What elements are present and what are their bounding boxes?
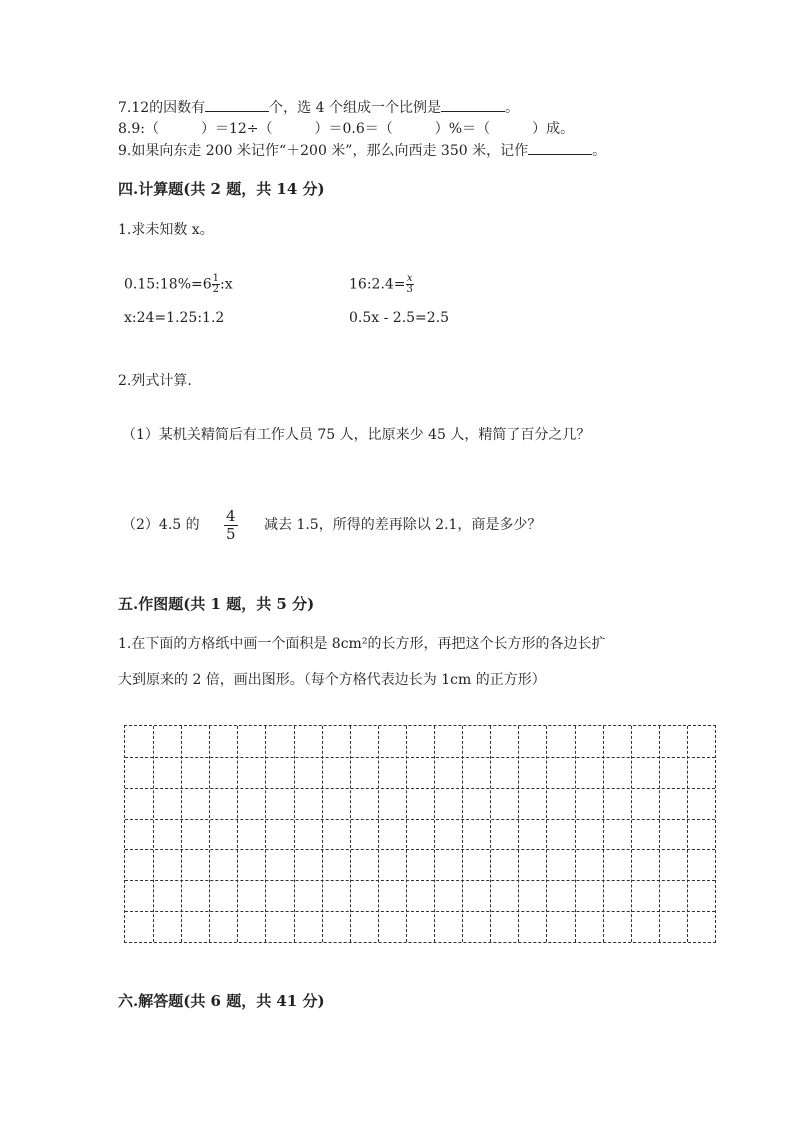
grid-line-vertical — [490, 726, 491, 942]
question-9 — [118, 140, 606, 160]
grid-line-vertical — [237, 726, 238, 942]
fraction-numerator: 1 — [212, 273, 220, 284]
grid-line-vertical — [659, 726, 660, 942]
section-6-title: 六.解答题(共 6 题，共 41 分) — [118, 992, 325, 1010]
grid-line-horizontal — [125, 788, 715, 789]
grid-line-vertical — [265, 726, 266, 942]
question-9-text-a: 9.如果向东走 200 米记作“＋200 米”，那么向西走 350 米，记作 — [118, 143, 529, 159]
grid-line-vertical — [153, 726, 154, 942]
fraction-denominator: 5 — [226, 525, 236, 543]
equation-1 — [124, 274, 233, 295]
grid-line-horizontal — [125, 911, 715, 912]
grid-line-horizontal — [125, 849, 715, 850]
equation-2-left: 16:2.4= — [349, 276, 406, 293]
calc-2-title: 2.列式计算. — [118, 373, 192, 389]
question-7-text-b: 个，选 4 个组成一个比例是 — [269, 100, 441, 116]
fraction — [212, 274, 220, 295]
question-7 — [118, 97, 519, 117]
question-7-text-a: 7.12的因数有 — [118, 100, 206, 116]
drawing-question-line-1: 1.在下面的方格纸中画一个面积是 8cm²的长方形，再把这个长方形的各边长扩 — [118, 636, 606, 652]
question-7-text-c: 。 — [504, 100, 519, 116]
calc-2-problem-1: （1）某机关精简后有工作人员 75 人，比原来少 45 人，精简了百分之几？ — [122, 427, 591, 443]
problem-2-text-b: 减去 1.5，所得的差再除以 2.1，商是多少？ — [264, 517, 542, 533]
grid-line-vertical — [181, 726, 182, 942]
section-4-title: 四.计算题(共 2 题，共 14 分) — [118, 180, 325, 198]
grid-line-vertical — [546, 726, 547, 942]
grid-line-horizontal — [125, 880, 715, 881]
fraction — [224, 508, 238, 543]
section-5-title: 五.作图题(共 1 题，共 5 分) — [118, 595, 315, 613]
question-8 — [118, 118, 574, 138]
grid-line-vertical — [378, 726, 379, 942]
equation-4: 0.5x - 2.5=2.5 — [349, 310, 450, 326]
equation-3: x:24=1.25:1.2 — [124, 310, 225, 326]
grid-line-vertical — [209, 726, 210, 942]
grid-line-vertical — [350, 726, 351, 942]
fraction-numerator: x — [406, 273, 413, 284]
equation-1-right: :x — [220, 276, 233, 293]
grid-line-vertical — [462, 726, 463, 942]
grid-line-vertical — [631, 726, 632, 942]
answer-blank[interactable] — [528, 140, 592, 155]
grid-paper[interactable] — [124, 725, 716, 943]
grid-line-horizontal — [125, 757, 715, 758]
question-8-text: 8.9:（ ）＝12÷（ ）＝0.6＝（ ）%＝（ ）成。 — [118, 121, 575, 137]
drawing-question-line-2: 大到原来的 2 倍，画出图形。（每个方格代表边长为 1cm 的正方形） — [118, 672, 546, 688]
answer-blank[interactable] — [205, 97, 269, 112]
grid-line-vertical — [575, 726, 576, 942]
grid-line-vertical — [406, 726, 407, 942]
problem-2-text-a: （2）4.5 的 — [122, 517, 200, 533]
grid-line-vertical — [603, 726, 604, 942]
fraction — [406, 274, 414, 295]
grid-line-vertical — [322, 726, 323, 942]
fraction-denominator: 2 — [212, 284, 220, 295]
grid-line-vertical — [687, 726, 688, 942]
equation-2 — [349, 274, 414, 295]
question-9-text-b: 。 — [592, 143, 607, 159]
answer-blank[interactable] — [441, 97, 505, 112]
grid-line-horizontal — [125, 819, 715, 820]
equation-1-left: 0.15:18%=6 — [124, 276, 212, 293]
fraction-numerator: 4 — [226, 507, 236, 525]
calc-1-title: 1.求未知数 x。 — [118, 222, 214, 238]
fraction-denominator: 3 — [406, 284, 413, 295]
grid-line-vertical — [518, 726, 519, 942]
grid-line-vertical — [434, 726, 435, 942]
grid-line-vertical — [294, 726, 295, 942]
